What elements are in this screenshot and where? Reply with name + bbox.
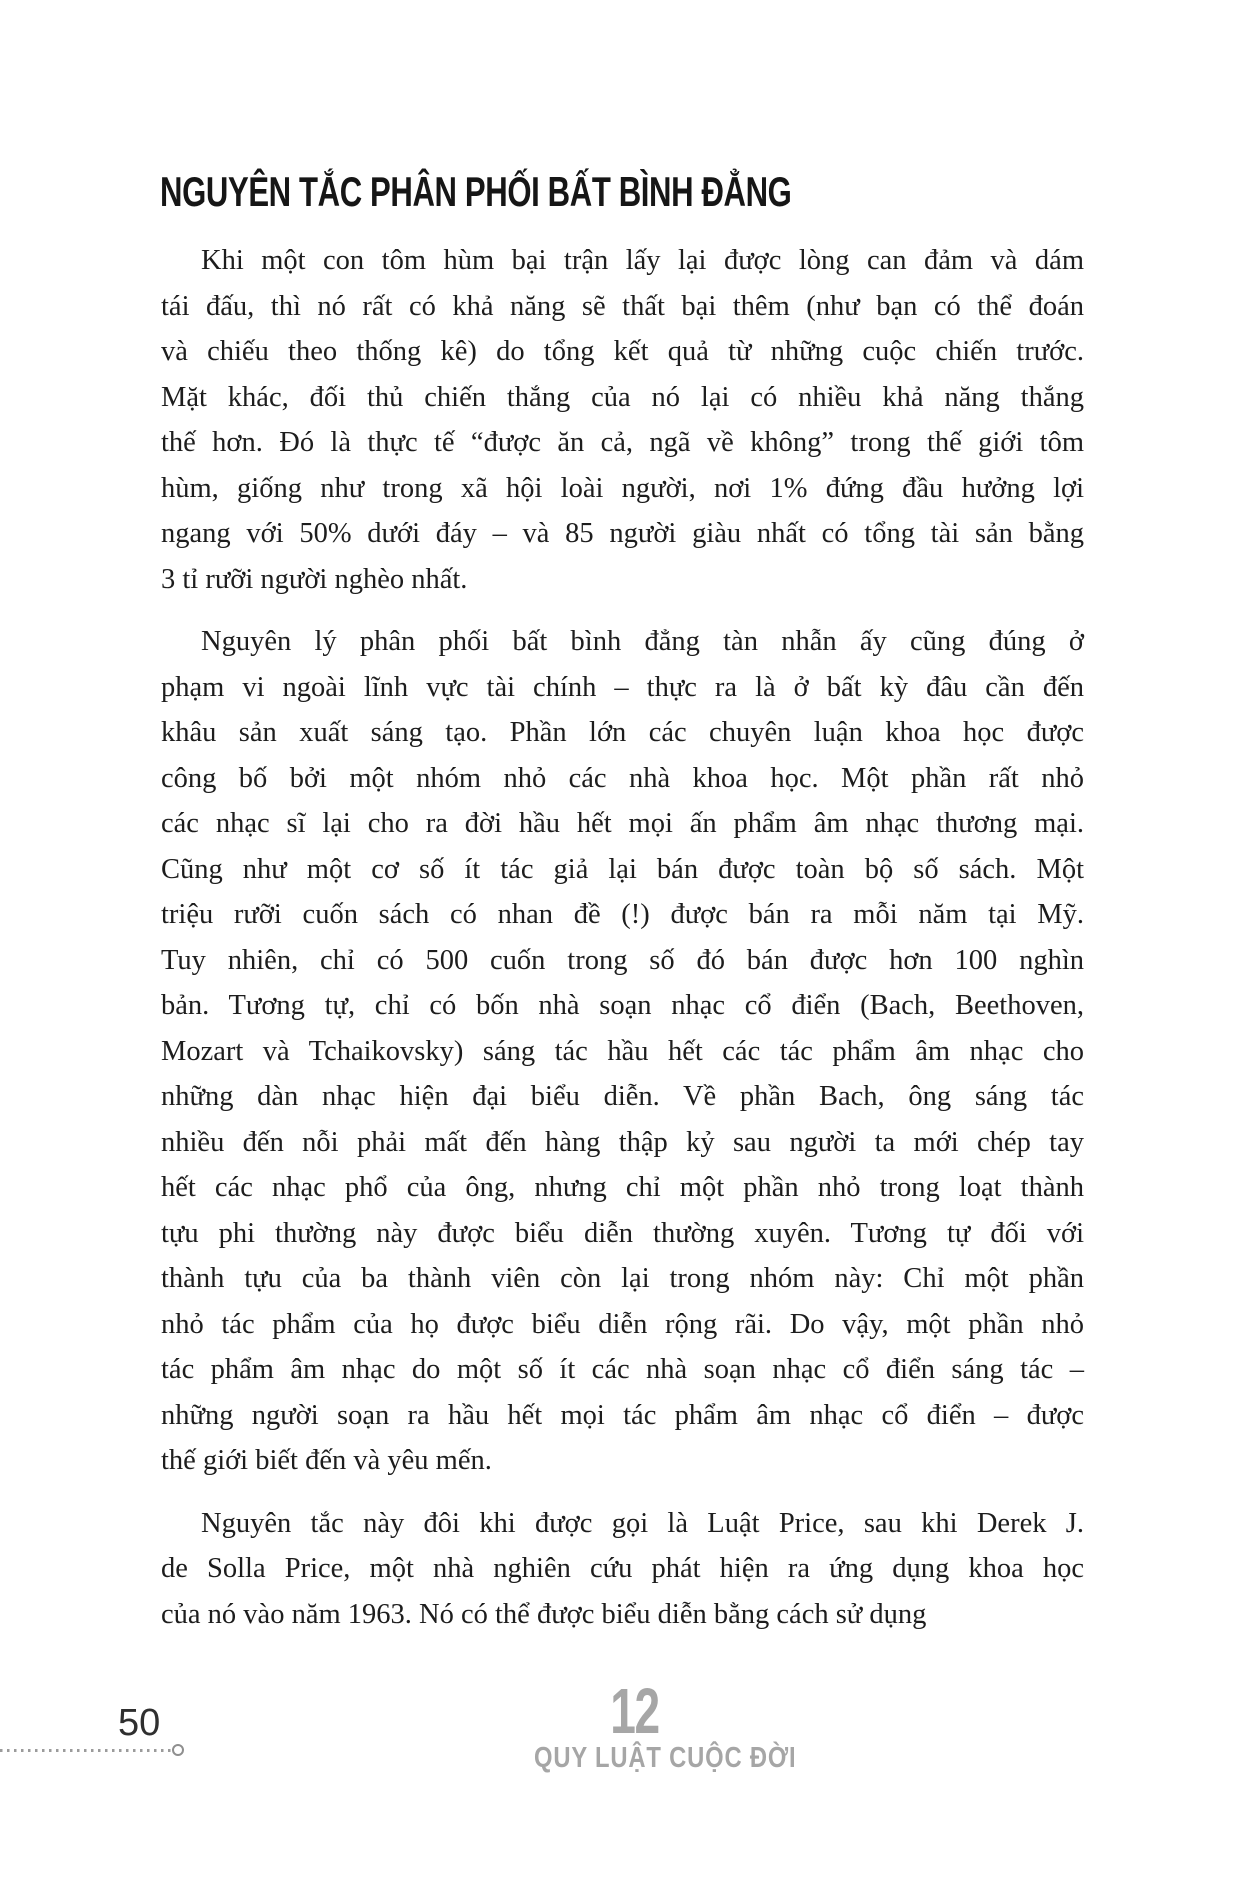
footer-book-title: QUY LUẬT CUỘC ĐỜI	[534, 1742, 797, 1774]
text-line: của nó vào năm 1963. Nó có thể được biểu diễn bằng cách sử dụng	[161, 1598, 927, 1630]
text-line: các nhạc sĩ lại cho ra đời hầu hết mọi ấn phẩm âm nhạc thương mại.	[161, 808, 1084, 839]
paragraph	[161, 1501, 1084, 1638]
chapter-heading: NGUYÊN TẮC PHÂN PHỐI BẤT BÌNH ĐẲNG	[160, 168, 792, 215]
text-line: triệu rưỡi cuốn sách có nhan đề (!) được bán ra mỗi năm tại Mỹ.	[161, 899, 1084, 930]
text-line: phạm vi ngoài lĩnh vực tài chính – thực ra là ở bất kỳ đâu cần đến	[161, 671, 1084, 703]
text-line: ngang với 50% dưới đáy – và 85 người giàu nhất có tổng tài sản bằng	[161, 518, 1084, 549]
text-line: Khi một con tôm hùm bại trận lấy lại được lòng can đảm và dám	[201, 245, 1084, 276]
text-line: Tuy nhiên, chỉ có 500 cuốn trong số đó bán được hơn 100 nghìn	[161, 944, 1084, 976]
text-line: thế hơn. Đó là thực tế “được ăn cả, ngã về không” trong thế giới tôm	[161, 427, 1084, 458]
text-line: hết các nhạc phổ của ông, nhưng chỉ một phần nhỏ trong loạt thành	[161, 1172, 1084, 1203]
text-line: những người soạn ra hầu hết mọi tác phẩm âm nhạc cổ điển – được	[161, 1399, 1084, 1431]
paragraph	[161, 238, 1084, 602]
body-text	[161, 238, 1084, 1654]
text-line: de Solla Price, một nhà nghiên cứu phát hiện ra ứng dụng khoa học	[161, 1553, 1084, 1584]
text-line: tác phẩm âm nhạc do một số ít các nhà soạn nhạc cổ điển sáng tác –	[161, 1354, 1084, 1385]
text-line: Nguyên lý phân phối bất bình đẳng tàn nhẫn ấy cũng đúng ở	[201, 626, 1084, 657]
text-line: và chiếu theo thống kê) do tổng kết quả từ những cuộc chiến trước.	[161, 336, 1084, 367]
footer-chapter-number: 12	[610, 1675, 659, 1747]
text-line: thế giới biết đến và yêu mến.	[161, 1445, 492, 1476]
text-line: tái đấu, thì nó rất có khả năng sẽ thất bại thêm (như bạn có thể đoán	[161, 290, 1084, 322]
text-line: tựu phi thường này được biểu diễn thường xuyên. Tương tự đối với	[161, 1217, 1084, 1249]
text-line: nhiều đến nỗi phải mất đến hàng thập kỷ sau người ta mới chép tay	[161, 1126, 1084, 1158]
text-line: 3 tỉ rưỡi người nghèo nhất.	[161, 563, 468, 595]
text-line: Nguyên tắc này đôi khi được gọi là Luật Price, sau khi Derek J.	[201, 1507, 1084, 1539]
footer-page-number: 50	[118, 1702, 161, 1744]
text-line: công bố bởi một nhóm nhỏ các nhà khoa học. Một phần rất nhỏ	[161, 762, 1084, 794]
footer-dotted-line	[0, 1749, 171, 1752]
text-line: Mozart và Tchaikovsky) sáng tác hầu hết các tác phẩm âm nhạc cho	[161, 1035, 1084, 1067]
footer-center	[512, 1675, 797, 1775]
text-line: Mặt khác, đối thủ chiến thắng của nó lại có nhiều khả năng thắng	[161, 381, 1084, 413]
text-line: thành tựu của ba thành viên còn lại trong nhóm này: Chỉ một phần	[161, 1263, 1084, 1294]
text-line: Cũng như một cơ số ít tác giả lại bán được toàn bộ số sách. Một	[161, 853, 1084, 885]
paragraph	[161, 619, 1084, 1484]
text-line: khâu sản xuất sáng tạo. Phần lớn các chuyên luận khoa học được	[161, 717, 1084, 748]
text-line: bản. Tương tự, chỉ có bốn nhà soạn nhạc cổ điển (Bach, Beethoven,	[161, 990, 1084, 1021]
footer-circle-icon	[172, 1744, 184, 1756]
text-line: nhỏ tác phẩm của họ được biểu diễn rộng rãi. Do vậy, một phần nhỏ	[161, 1308, 1084, 1340]
text-line: những dàn nhạc hiện đại biểu diễn. Về phần Bach, ông sáng tác	[161, 1081, 1084, 1112]
text-line: hùm, giống như trong xã hội loài người, nơi 1% đứng đầu hưởng lợi	[161, 472, 1084, 504]
